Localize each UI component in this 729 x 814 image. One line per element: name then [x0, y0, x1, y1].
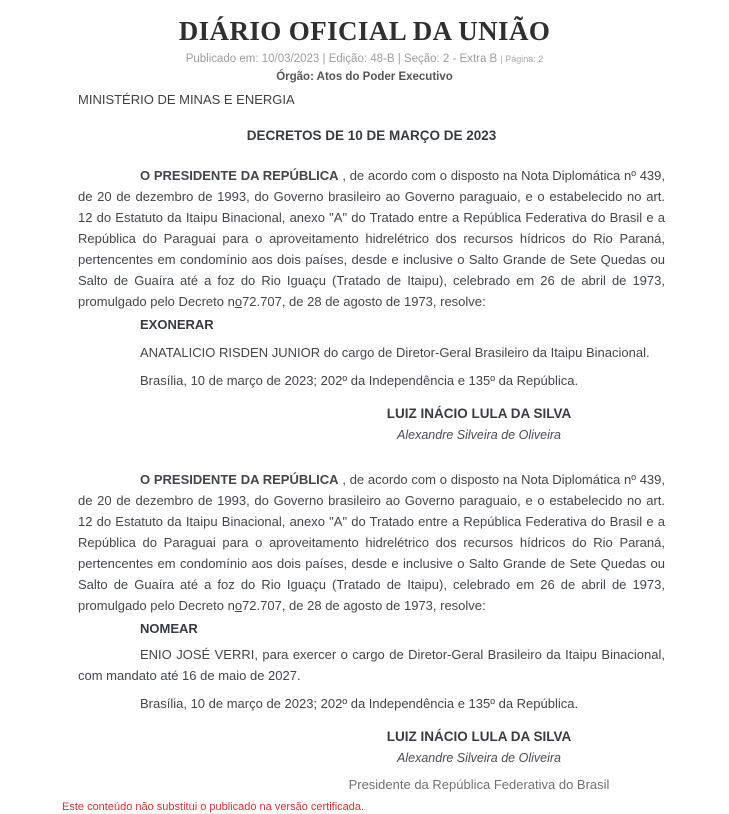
decree-exoneration	[78, 165, 665, 445]
decree-preamble-lead: O PRESIDENTE DA REPÚBLICA	[140, 168, 339, 183]
signature-president-title: Presidente da República Federativa do Brasil	[348, 777, 610, 792]
signature-minister-name: Alexandre Silveira de Oliveira	[397, 751, 561, 765]
page-footer	[0, 800, 729, 814]
publication-meta	[0, 52, 729, 67]
signature-president-name: LUIZ INÁCIO LULA DA SILVA	[386, 729, 572, 744]
decree-preamble	[78, 165, 665, 312]
signature-minister-name: Alexandre Silveira de Oliveira	[397, 428, 561, 442]
masthead	[0, 0, 729, 85]
publication-meta-text: Publicado em: 10/03/2023 | Edição: 48-B | Seção: 2 - Extra B	[185, 53, 498, 65]
decree-number-ordinal: o	[234, 598, 243, 613]
signature-president-name: LUIZ INÁCIO LULA DA SILVA	[386, 406, 572, 421]
decree-preamble-body: , de acordo com o disposto na Nota Diplomática nº 439, de 20 de dezembro de 1993, do Governo brasileiro ao Governo paraguaio, e o estabelecido no art. 12 do Estatuto da Itaipu Binacional, anexo "A" do Tratado entre a República Federativa do Brasil e a República do Paraguai para o aproveitamento hidrelétrico dos recursos hídricos do Rio Paraná, pertencentes em condomínio aos dois países, desde e inclusive o Salto Grande de Sete Quedas ou Salto de Guaíra até a foz do Rio Iguaçu (Tratado de Itaipu), celebrado em 26 de abril de 1973, promulgado pelo Decreto n	[78, 168, 665, 309]
organ-line: Órgão: Atos do Poder Executivo	[276, 71, 453, 83]
decree-nomination	[78, 469, 665, 794]
gazette-title: DIÁRIO OFICIAL DA UNIÃO	[178, 16, 551, 46]
decree-preamble	[78, 469, 665, 616]
decree-preamble-tail: 72.707, de 28 de agosto de 1973, resolve:	[242, 598, 486, 613]
ministry-heading: MINISTÉRIO DE MINAS E ENERGIA	[78, 92, 295, 107]
decree-subject-line: ANATALICIO RISDEN JUNIOR do cargo de Diretor-Geral Brasileiro da Itaipu Binacional.	[140, 345, 650, 360]
signature-block	[329, 403, 629, 445]
decree-date-line: Brasília, 10 de março de 2023; 202º da Independência e 135º da República.	[140, 696, 579, 711]
page-number-label: | Página: 2	[500, 54, 544, 64]
decree-preamble-body: , de acordo com o disposto na Nota Diplomática nº 439, de 20 de dezembro de 1993, do Governo brasileiro ao Governo paraguaio, e o estabelecido no art. 12 do Estatuto da Itaipu Binacional, anexo "A" do Tratado entre a República Federativa do Brasil e a República do Paraguai para o aproveitamento hidrelétrico dos recursos hídricos do Rio Paraná, pertencentes em condomínio aos dois países, desde e inclusive o Salto Grande de Sete Quedas ou Salto de Guaíra até a foz do Rio Iguaçu (Tratado de Itaipu), celebrado em 26 de abril de 1973, promulgado pelo Decreto n	[78, 472, 665, 613]
decrees-heading: DECRETOS DE 10 DE MARÇO DE 2023	[246, 128, 497, 143]
decree-subject-line: ENIO JOSÉ VERRI, para exercer o cargo de Diretor-Geral Brasileiro da Itaipu Binacional, com mandato até 16 de maio de 2027.	[78, 647, 665, 683]
decree-action-exonerar: EXONERAR	[140, 317, 214, 332]
certification-disclaimer: Este conteúdo não substitui o publicado na versão certificada.	[62, 801, 365, 813]
decree-date-line: Brasília, 10 de março de 2023; 202º da Independência e 135º da República.	[140, 373, 579, 388]
decree-action-nomear: NOMEAR	[140, 621, 198, 636]
signature-block	[329, 726, 629, 794]
document-body	[78, 92, 665, 794]
decree-preamble-lead: O PRESIDENTE DA REPÚBLICA	[140, 472, 339, 487]
decree-number-ordinal: o	[234, 294, 243, 309]
decree-preamble-tail: 72.707, de 28 de agosto de 1973, resolve:	[242, 294, 486, 309]
